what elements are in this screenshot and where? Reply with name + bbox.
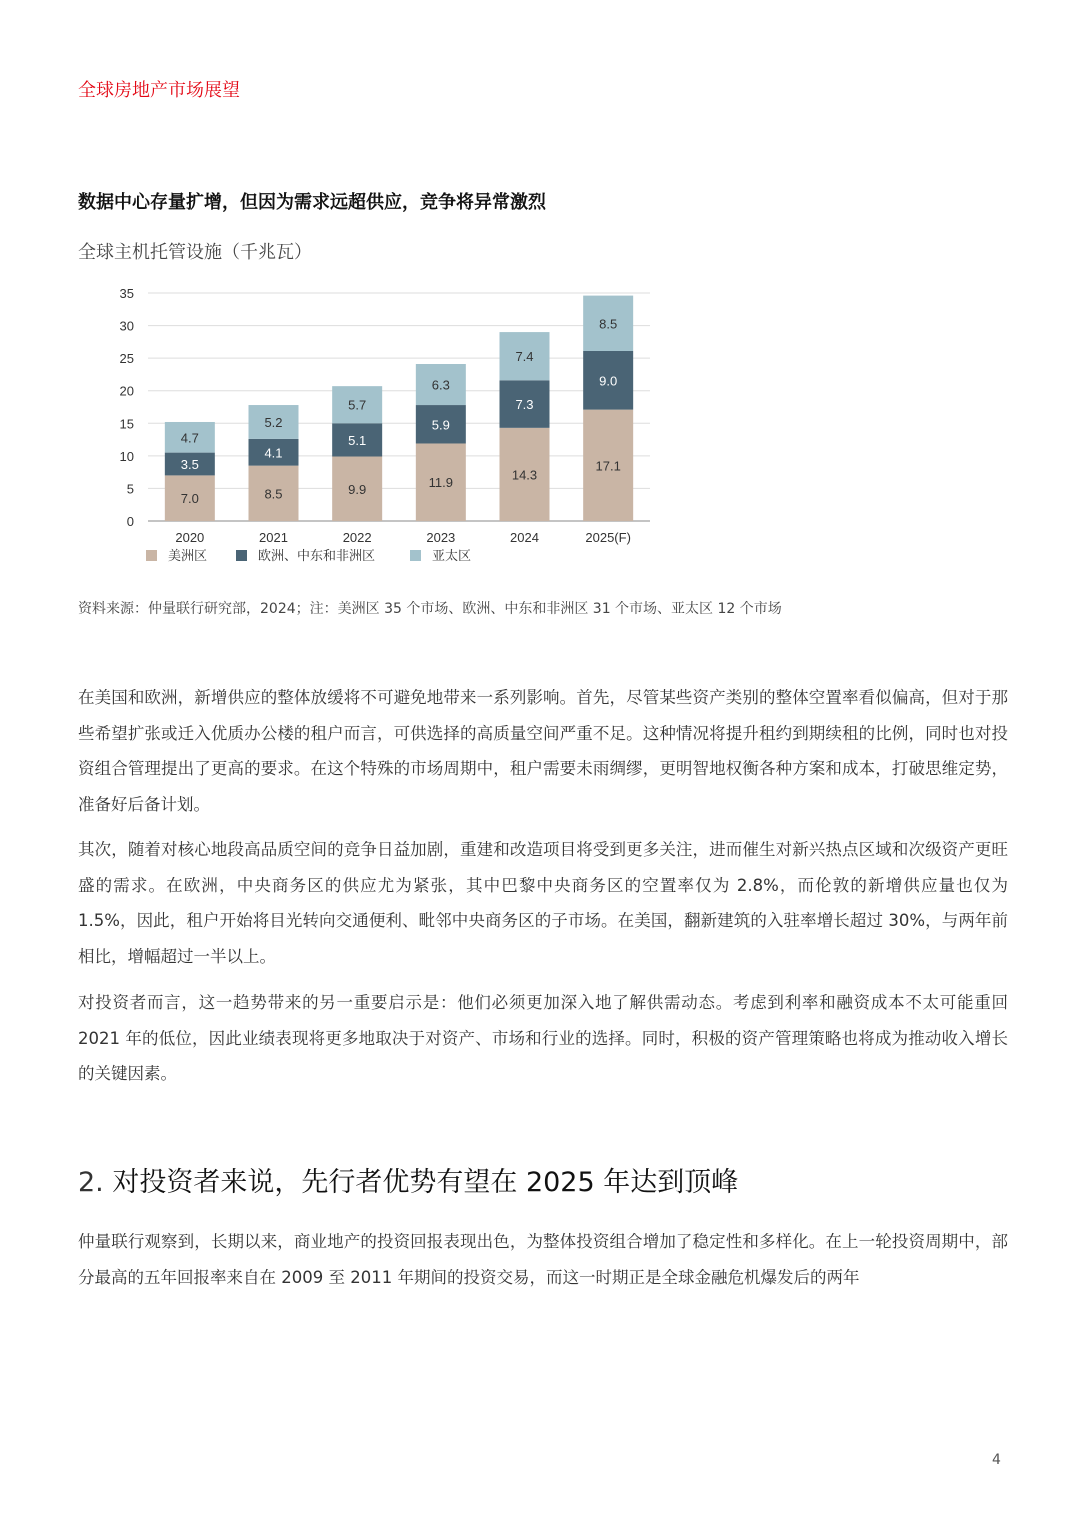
- data-label: 8.5: [599, 316, 618, 332]
- legend-label: 美洲区: [168, 548, 208, 563]
- figure-source-note: 资料来源：仲量联行研究部，2024；注：美洲区 35 个市场、欧洲、中东和非洲区 31 个市场、亚太区 12 个市场: [78, 601, 782, 617]
- data-label: 5.9: [431, 417, 450, 433]
- data-label: 4.1: [264, 445, 283, 461]
- y-tick-label: 35: [119, 286, 134, 301]
- data-label: 6.3: [431, 377, 450, 393]
- y-tick-label: 0: [126, 514, 134, 529]
- document-header-title: 全球房地产市场展望: [78, 80, 240, 101]
- data-label: 4.7: [180, 430, 199, 446]
- data-label: 5.7: [348, 397, 367, 413]
- data-label: 7.4: [515, 349, 534, 365]
- legend-swatch: [236, 550, 247, 561]
- x-tick-label: 2025(F): [585, 530, 631, 545]
- y-tick-label: 5: [126, 481, 134, 497]
- x-tick-label: 2020: [175, 530, 205, 545]
- data-label: 14.3: [511, 467, 538, 483]
- legend-swatch: [410, 550, 421, 561]
- body-paragraph-1: 在美国和欧洲，新增供应的整体放缓将不可避免地带来一系列影响。首先，尽管某些资产类别的整体空置率看似偏高，但对于那些希望扩张或迁入优质办公楼的租户而言，可供选择的高质量空间严重不足。这种情况将提升租约到期续租的比例，同时也对投资组合管理提出了更高的要求。在这个特殊的市场周期中，租户需要未雨绸缪，更明智地权衡各种方案和成本，打破思维定势，准备好后备计划。: [78, 688, 1008, 814]
- data-label: 5.2: [264, 414, 283, 430]
- data-label: 5.1: [348, 432, 367, 448]
- body-paragraph-4: 仲量联行观察到，长期以来，商业地产的投资回报表现出色，为整体投资组合增加了稳定性和多样化。在上一轮投资周期中，部分最高的五年回报率来自在 2009 至 2011 年期间的投资交易，而这一时期正是全球金融危机爆发后的两年: [78, 1232, 1008, 1287]
- y-tick-label: 20: [119, 383, 134, 399]
- x-tick-label: 2021: [259, 530, 288, 545]
- y-tick-label: 10: [119, 448, 134, 464]
- legend-swatch: [146, 550, 157, 561]
- legend-label: 欧洲、中东和非洲区: [258, 548, 376, 563]
- body-paragraph-3: 对投资者而言，这一趋势带来的另一重要启示是：他们必须更加深入地了解供需动态。考虑到利率和融资成本不太可能重回 2021 年的低位，因此业绩表现将更多地取决于对资产、市场和行业的选择。同时，积极的资产管理策略也将成为推动收入增长的关键因素。: [78, 993, 1008, 1083]
- stacked-bar-chart: [100, 278, 680, 578]
- x-tick-label: 2022: [342, 530, 372, 545]
- data-label: 7.3: [515, 397, 534, 413]
- x-tick-label: 2023: [426, 530, 456, 545]
- data-label: 8.5: [264, 486, 283, 502]
- section-title: 对投资者来说，先行者优势有望在 2025 年达到顶峰: [112, 1167, 739, 1198]
- data-label: 11.9: [428, 475, 454, 491]
- data-label: 9.9: [348, 481, 367, 497]
- section-number: 2.: [78, 1167, 104, 1198]
- data-label: 7.0: [180, 491, 199, 507]
- y-tick-label: 15: [119, 416, 134, 432]
- x-tick-label: 2024: [510, 530, 539, 545]
- legend-label: 亚太区: [432, 548, 472, 563]
- body-paragraph-2: 其次，随着对核心地段高品质空间的竞争日益加剧，重建和改造项目将受到更多关注，进而催生对新兴热点区域和次级资产更旺盛的需求。在欧洲，中央商务区的供应尤为紧张，其中巴黎中央商务区的空置率仅为 2.8%，而伦敦的新增供应量也仅为 1.5%，因此，租户开始将目光转向交通便利、毗邻中央商务区的子市场。在美国，翻新建筑的入驻率增长超过 30%，与两年前相比，增幅超过一半以上。: [78, 840, 1008, 966]
- figure-subtitle: 全球主机托管设施（千兆瓦）: [78, 242, 312, 263]
- y-tick-label: 30: [119, 318, 134, 334]
- data-label: 9.0: [599, 373, 618, 389]
- page-number: 4: [992, 1452, 1001, 1468]
- data-label: 3.5: [180, 457, 199, 472]
- y-tick-label: 25: [119, 351, 134, 367]
- section-heading: [78, 1160, 738, 1199]
- figure-title: 数据中心存量扩增，但因为需求远超供应，竞争将异常激烈: [78, 192, 546, 213]
- data-label: 17.1: [595, 458, 621, 474]
